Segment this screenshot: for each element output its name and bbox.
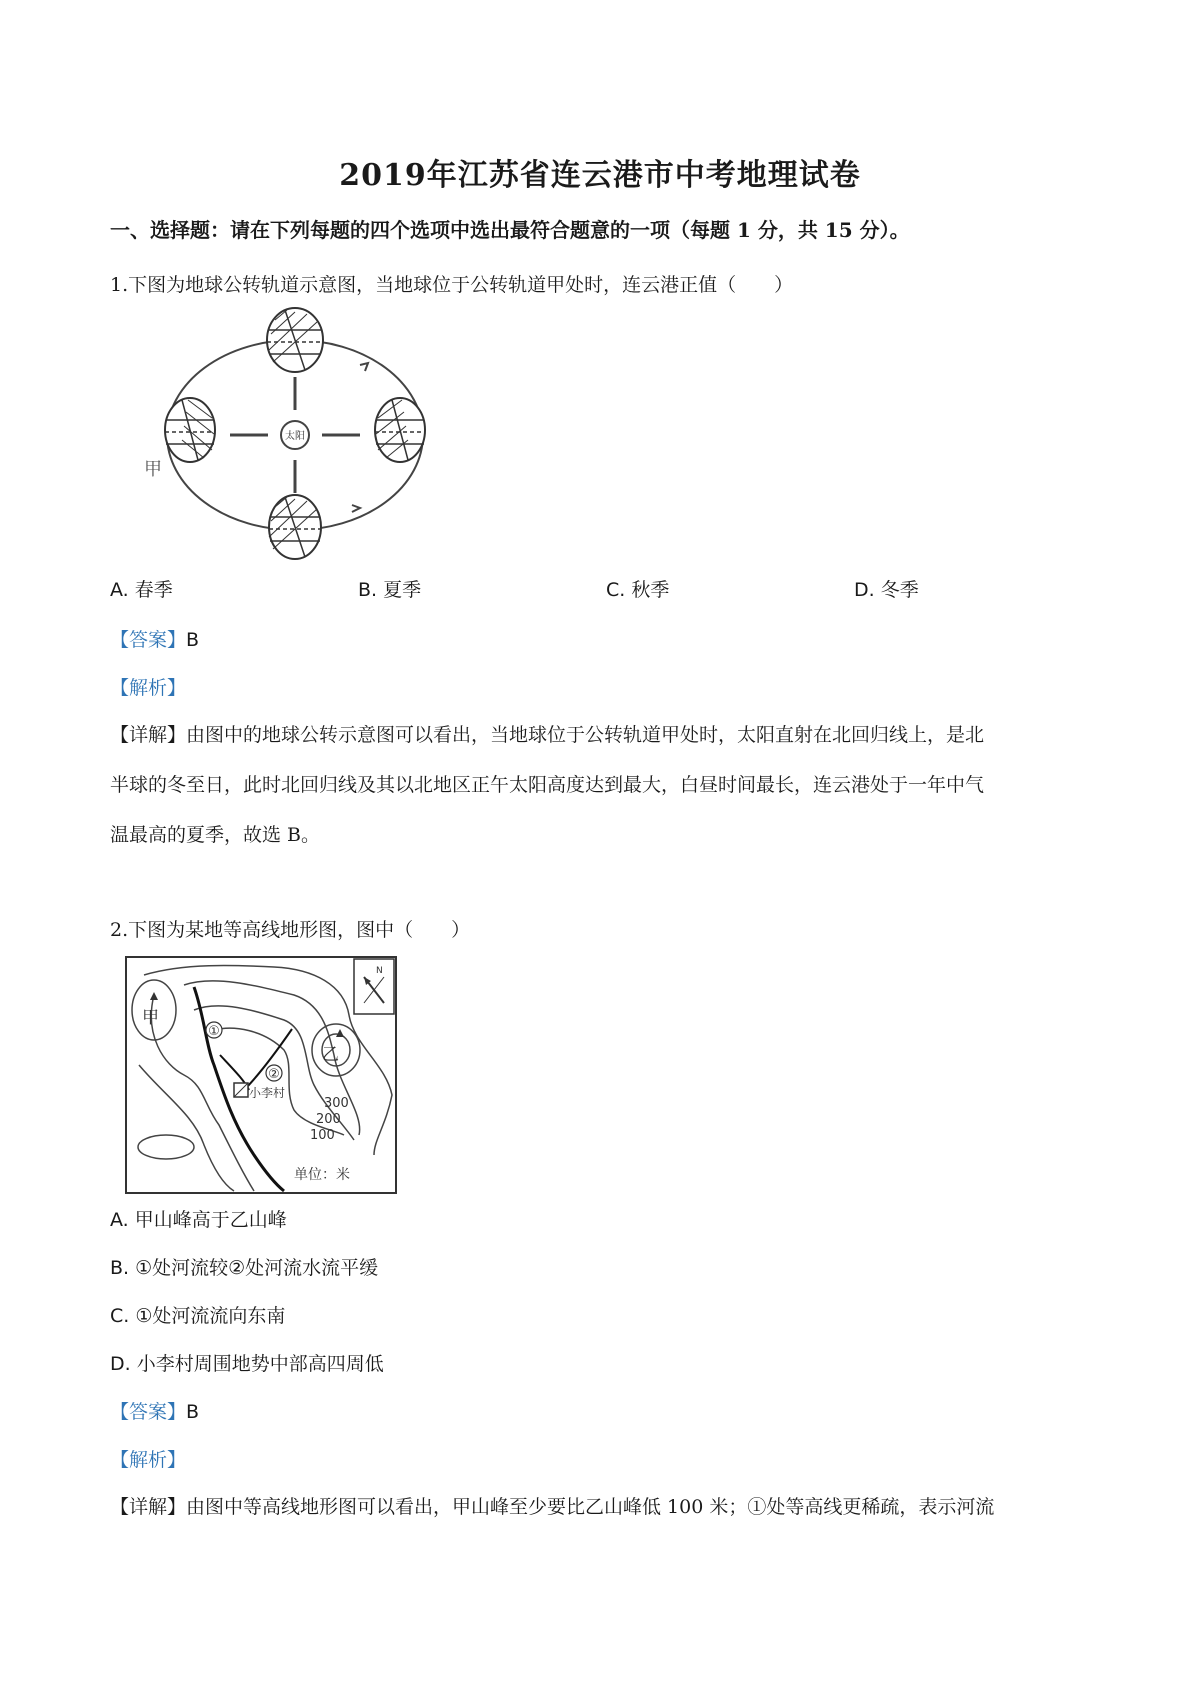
q2-detail [110, 1482, 1100, 1532]
contour-map-diagram [124, 955, 398, 1195]
orbit-position-jia-label: 甲 [144, 459, 162, 480]
q2-option-b[interactable]: B. ①处河流较②处河流水流平缓 [110, 1257, 379, 1279]
earth-right-icon [375, 398, 425, 462]
contour-value-100: 100 [310, 1128, 335, 1143]
q1-option-d[interactable]: D. 冬季 [854, 579, 919, 601]
question-1-stem: 1.下图为地球公转轨道示意图，当地球位于公转轨道甲处时，连云港正值（ ） [110, 274, 794, 296]
q1-analysis [110, 673, 186, 700]
orbit-arrow [360, 363, 368, 371]
q1-option-b[interactable]: B. 夏季 [358, 579, 422, 601]
earth-bottom-icon [269, 495, 321, 559]
q1-detail [110, 710, 1100, 860]
q2-answer-value: B [186, 1401, 200, 1423]
north-label: N [376, 966, 383, 976]
q1-answer-value: B [186, 629, 200, 651]
earth-top-icon [267, 308, 323, 372]
q1-option-c[interactable]: C. 秋季 [606, 579, 670, 601]
q2-option-d[interactable]: D. 小李村周围地势中部高四周低 [110, 1353, 384, 1375]
earth-left-icon [165, 398, 215, 462]
village-label: 小李村 [249, 1086, 286, 1100]
contour-value-200: 200 [316, 1112, 341, 1127]
q2-answer [110, 1397, 199, 1424]
q2-option-a[interactable]: A. 甲山峰高于乙山峰 [110, 1209, 287, 1231]
q1-answer-tag: 【答案】 [110, 629, 187, 651]
sun-label: 太阳 [285, 431, 305, 442]
page-title: 2019年江苏省连云港市中考地理试卷 [339, 158, 861, 193]
q1-detail-line-2: 半球的冬至日，此时北回归线及其以北地区正午太阳高度达到最大，白昼时间最长，连云港处于一年中气 [110, 774, 985, 796]
peak-jia-label: 甲 [142, 1008, 159, 1028]
question-2-stem: 2.下图为某地等高线地形图，图中（ ） [110, 919, 471, 941]
q1-detail-line-3: 温最高的夏季，故选 B。 [110, 824, 321, 846]
river-point-2-label: ② [268, 1067, 280, 1082]
q2-answer-tag: 【答案】 [110, 1401, 187, 1423]
contour-value-300: 300 [324, 1096, 349, 1111]
earth-orbit-diagram [144, 305, 440, 565]
orbit-arrow [352, 505, 360, 512]
q2-analysis [110, 1445, 186, 1472]
q1-answer [110, 625, 199, 652]
q1-detail-line-1: 【详解】由图中的地球公转示意图可以看出，当地球位于公转轨道甲处时，太阳直射在北回归线上，是北 [110, 724, 985, 746]
peak-yi-label: 乙 [322, 1045, 339, 1065]
unit-label: 单位：米 [294, 1167, 350, 1183]
q2-analysis-tag: 【解析】 [110, 1449, 187, 1471]
q2-option-c[interactable]: C. ①处河流流向东南 [110, 1305, 286, 1327]
river-point-1-label: ① [208, 1024, 220, 1039]
q2-detail-line-1: 【详解】由图中等高线地形图可以看出，甲山峰至少要比乙山峰低 100 米；①处等高线更稀疏，表示河流 [110, 1496, 995, 1518]
q2-detail-tag: 【详解】 [110, 1496, 187, 1518]
q1-detail-tag: 【详解】 [110, 724, 187, 746]
q1-analysis-tag: 【解析】 [110, 677, 187, 699]
q1-option-a[interactable]: A. 春季 [110, 579, 173, 601]
section-heading: 一、选择题：请在下列每题的四个选项中选出最符合题意的一项（每题 1 分，共 15 分）。 [110, 218, 910, 242]
